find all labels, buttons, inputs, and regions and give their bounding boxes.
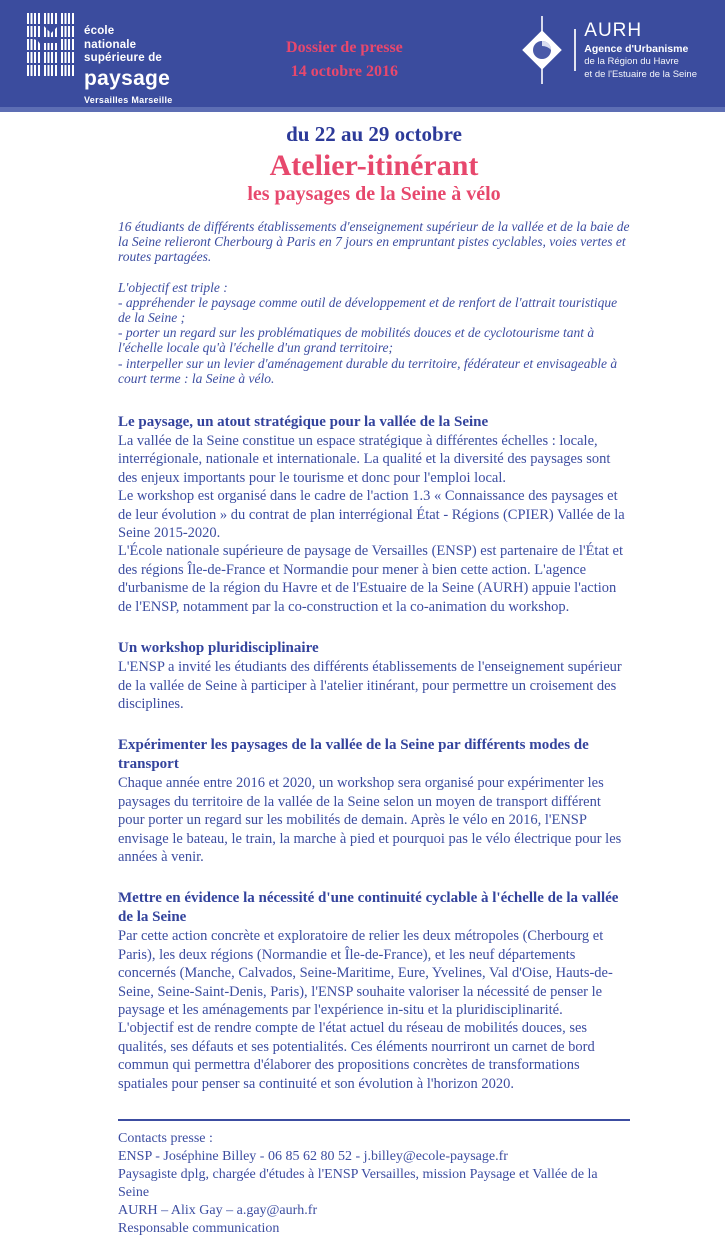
press-kit-title: Dossier de presse xyxy=(286,39,403,56)
ensp-grid-cell xyxy=(44,52,58,63)
ensp-word-superieure: supérieure de xyxy=(84,52,163,64)
section-paragraph: Chaque année entre 2016 et 2020, un workshop sera organisé pour expérimenter les paysages du territoire de la vallée de la Seine selon un moyen de transport différent pour porter un regard sur les mobilités de demain. Après le vélo en 2016, l'ENSP envisage le bateau, le train, la marche à pied et pourquoi pas le vélo électrique pour les années à venir. xyxy=(118,775,622,865)
aurh-logo xyxy=(516,0,725,84)
ensp-cities: Versailles Marseille xyxy=(84,94,173,105)
ensp-grid-cell xyxy=(61,52,75,63)
aurh-name: AURH xyxy=(584,19,643,41)
aurh-subtitle-1: Agence d'Urbanisme xyxy=(584,42,689,55)
section-paragraph: L'objectif est de rendre compte de l'état actuel du réseau de mobilités douces, ses qualités, ses défauts et ses potentialités. Ces éléments nourriront un carnet de bord commun qui permettra d'élaborer des propositions concrètes de transformations spatiales pour penser sa continuité et son évolution à l'horizon 2020. xyxy=(118,1020,595,1092)
ensp-grid-cell xyxy=(27,52,41,63)
ensp-word-nationale: nationale xyxy=(84,38,137,51)
aurh-subtitle-3: et de l'Estuaire de la Seine xyxy=(584,68,697,80)
ensp-grid-cell xyxy=(27,26,41,37)
section-paragraph: Par cette action concrète et exploratoire de relier les deux métropoles (Cherbourg et Paris), les deux régions (Normandie et Île-de-France), et les neuf départements concernés (Manche, Calvados, Seine-Maritime, Eure, Yvelines, Val d'Oise, Hauts-de-Seine, Seine-Saint-Denis, Paris), l'ENSP souhaite valoriser la nécessité de penser le paysage et les aménagements par l'expérience in-situ et la pluridisciplinarité. xyxy=(118,928,613,1018)
ensp-grid-cell xyxy=(61,39,75,50)
section-paysage-atout xyxy=(118,413,630,616)
ensp-grid-cell xyxy=(44,43,58,50)
intro-block xyxy=(118,219,630,386)
ensp-logo xyxy=(0,0,173,105)
ensp-grid-cell xyxy=(27,13,41,24)
document-body xyxy=(118,219,630,1238)
ensp-grid-cell xyxy=(44,65,58,76)
ensp-grid-cell xyxy=(61,65,75,76)
title-block xyxy=(118,122,630,206)
objectives-title: L'objectif est triple : xyxy=(118,279,228,295)
ensp-grid-icon xyxy=(27,13,75,76)
ensp-word-paysage: paysage xyxy=(84,66,171,90)
press-kit-label xyxy=(286,0,403,84)
section-paragraph: Le workshop est organisé dans le cadre de l'action 1.3 « Connaissance des paysages et de leur évolution » du contrat de plan interrégional État - Régions (CPIER) Vallée de la Seine 2015-2020. xyxy=(118,488,625,542)
header-band xyxy=(0,0,725,112)
section-heading: Expérimenter les paysages de la vallée de la Seine par différents modes de transport xyxy=(118,737,589,773)
press-contacts xyxy=(118,1130,630,1238)
objective-item: - appréhender le paysage comme outil de développement et de renfort de l'attrait touristique de la Seine ; xyxy=(118,294,618,326)
ensp-grid-cell xyxy=(61,13,75,24)
objective-item: - interpeller sur un levier d'aménagement durable du territoire, fédérateur et envisageable à court terme : la Seine à vélo. xyxy=(118,355,618,386)
ensp-logo-text xyxy=(84,13,173,105)
aurh-subtitle-2: de la Région du Havre xyxy=(584,56,679,68)
contact-ensp: ENSP - Joséphine Billey - 06 85 62 80 52 - j.billey@ecole-paysage.fr xyxy=(118,1149,508,1164)
section-paragraph: L'École nationale supérieure de paysage de Versailles (ENSP) est partenaire de l'État et des régions Île-de-France et Normandie pour mener à bien cette action. L'agence d'urbanisme de la région du Havre et de l'Estuaire de la Seine (AURH) appuie l'action de l'ENSP, notamment par la co-construction et la co-animation du workshop. xyxy=(118,543,624,615)
page-subtitle: les paysages de la Seine à vélo xyxy=(247,183,501,205)
footer-divider xyxy=(118,1119,630,1121)
ensp-word-ecole: école xyxy=(84,25,115,37)
ensp-grid-cell xyxy=(61,26,75,37)
section-workshop-pluridisciplinaire xyxy=(118,639,630,713)
contacts-title: Contacts presse : xyxy=(118,1131,213,1146)
aurh-diamond-icon xyxy=(516,16,568,84)
aurh-separator xyxy=(574,29,576,71)
ensp-grid-cell xyxy=(27,39,41,50)
page-title: Atelier-itinérant xyxy=(269,149,479,182)
section-heading: Le paysage, un atout stratégique pour la vallée de la Seine xyxy=(118,414,489,431)
contact-aurh: AURH – Alix Gay – a.gay@aurh.fr xyxy=(118,1203,318,1218)
event-dates: du 22 au 29 octobre xyxy=(286,122,462,146)
section-paragraph: La vallée de la Seine constitue un espace stratégique à différentes échelles : locale, interrégionale, nationale et internationale. La qualité et la diversité des paysages sont des enjeux importants pour le tourisme et donc pour l'emploi local. xyxy=(118,433,611,486)
section-continuite-cyclable xyxy=(118,889,630,1093)
section-paragraph: L'ENSP a invité les étudiants des différents établissements de l'enseignement supérieur de la vallée de Seine à participer à l'atelier itinérant, pour permettre un croisement des disciplines. xyxy=(118,659,622,712)
section-experimenter-paysages xyxy=(118,736,630,866)
objective-item: - porter un regard sur les problématiques de mobilités douces et de cyclotourisme tant à l'échelle locale qu'à l'échelle d'un grand territoire; xyxy=(118,325,595,356)
contact-aurh-role: Responsable communication xyxy=(118,1221,280,1236)
press-kit-date: 14 octobre 2016 xyxy=(290,63,399,80)
section-heading: Un workshop pluridisciplinaire xyxy=(118,640,319,657)
ensp-grid-cell xyxy=(44,26,58,37)
section-heading: Mettre en évidence la nécessité d'une continuité cyclable à l'échelle de la vallée de la Seine xyxy=(118,890,619,926)
contact-ensp-role: Paysagiste dplg, chargée d'études à l'ENSP Versailles, mission Paysage et Vallée de la Seine xyxy=(118,1167,598,1200)
intro-paragraph: 16 étudiants de différents établissements d'enseignement supérieur de la vallée et de la baie de la Seine relieront Cherbourg à Paris en 7 jours en empruntant pistes cyclables, voies vertes et routes partagées. xyxy=(118,219,630,265)
ensp-grid-cell xyxy=(44,13,58,24)
ensp-grid-cell xyxy=(27,65,41,76)
aurh-logo-text xyxy=(584,21,697,80)
